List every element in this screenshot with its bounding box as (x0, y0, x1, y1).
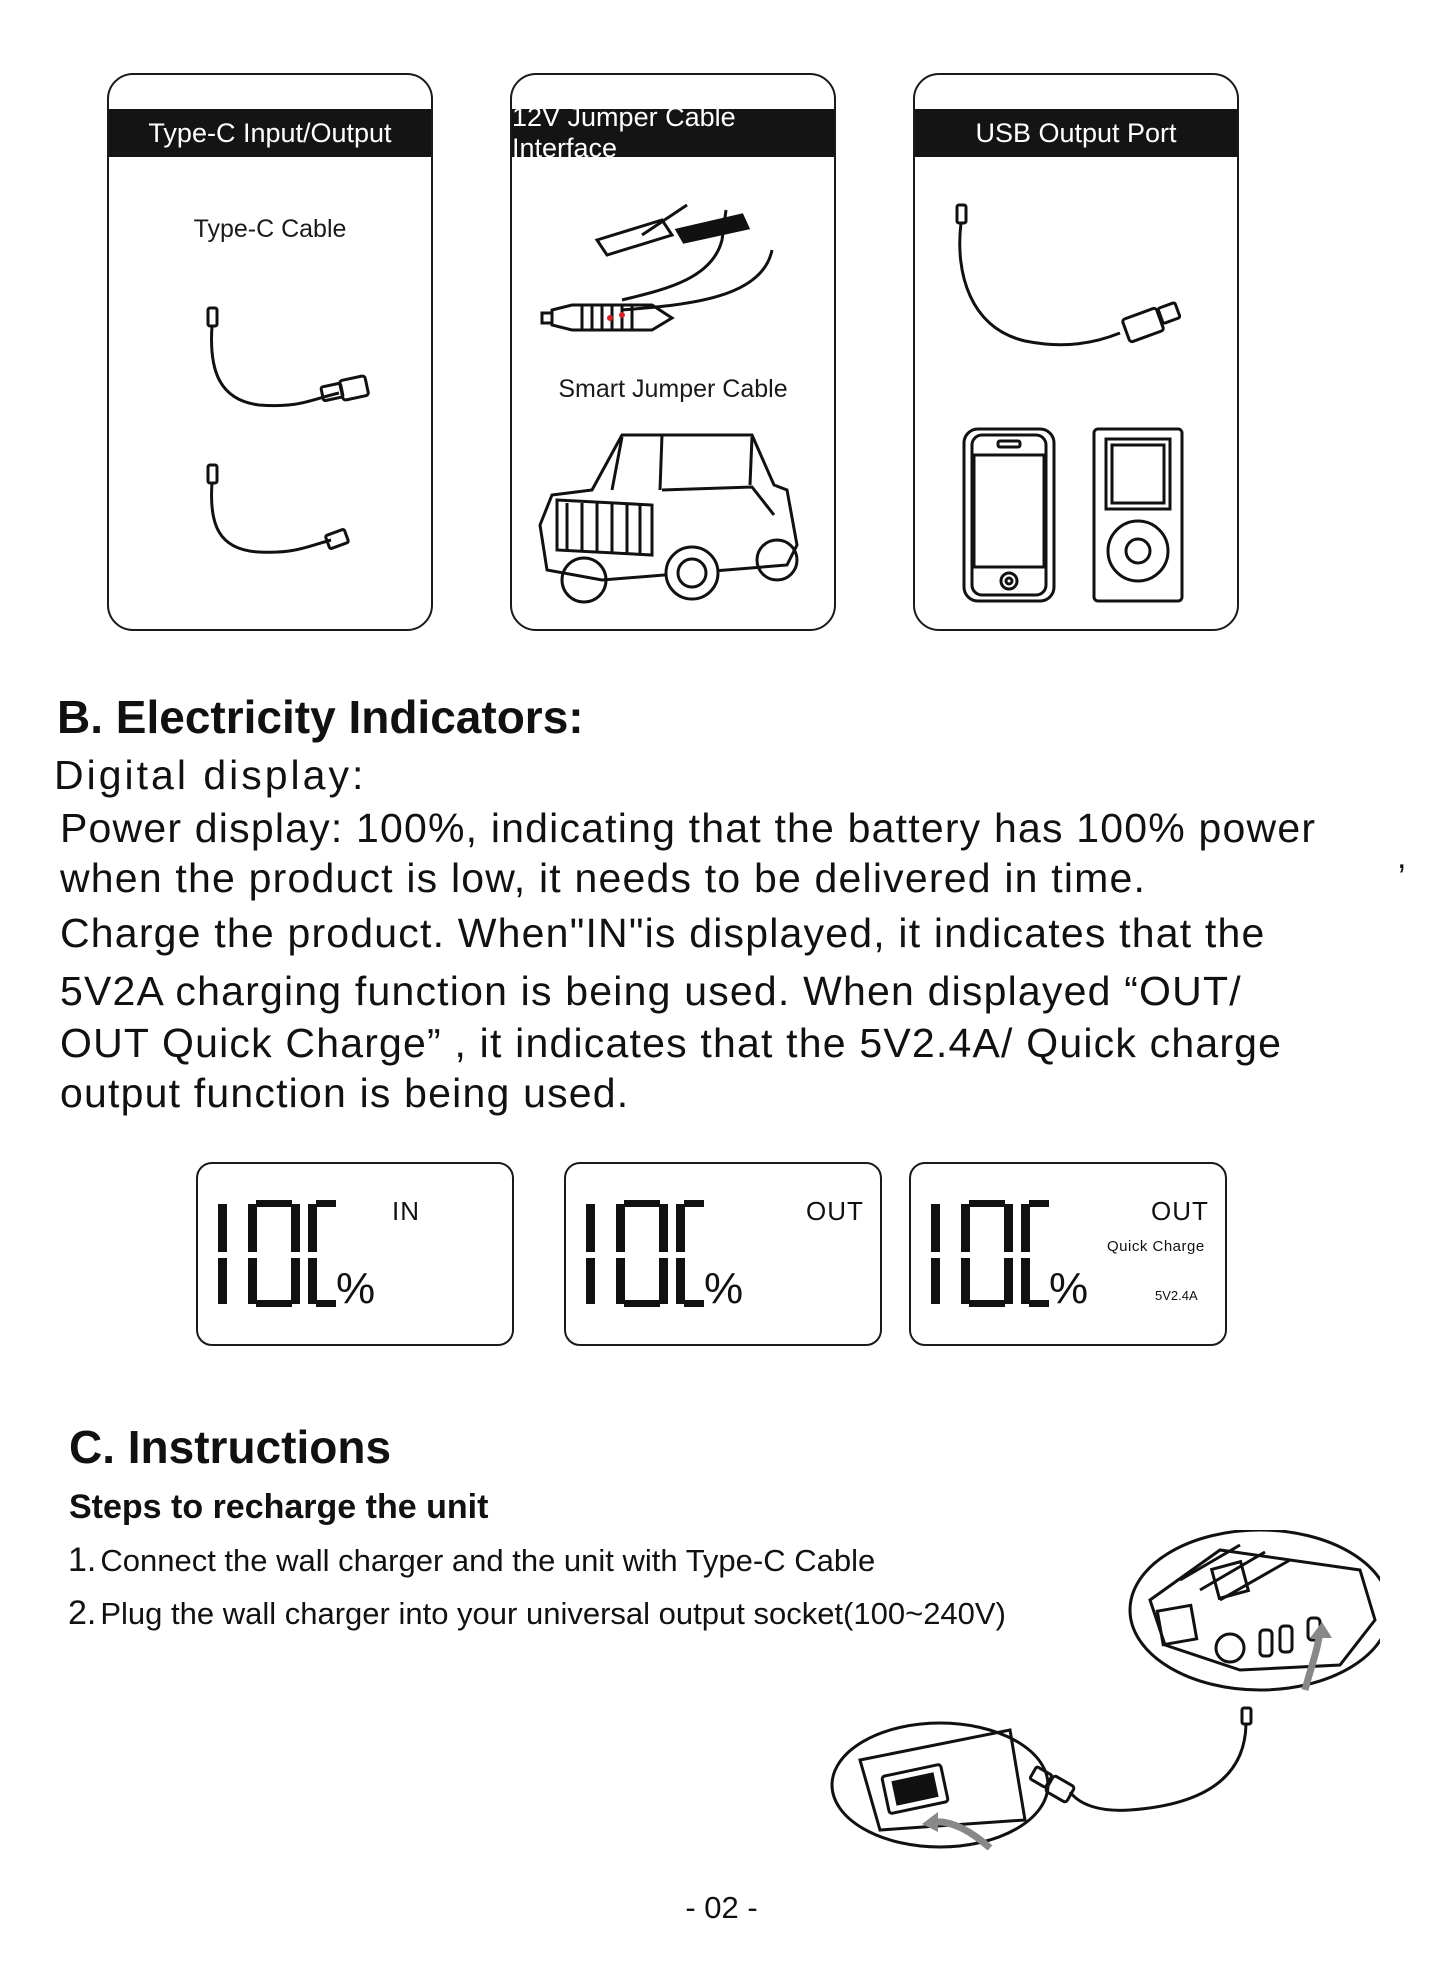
page-number: - 02 - (685, 1890, 758, 1925)
type-c-cable-illustration (109, 290, 433, 610)
body-line: Charge the product. When"IN"is displayed, it indicates that the (60, 910, 1266, 956)
card-usb (913, 73, 1239, 631)
body-line: Digital display: (54, 752, 367, 798)
steps-subheading: Steps to recharge the unit (69, 1488, 489, 1526)
percent-sign: % (1049, 1264, 1089, 1313)
step-item (68, 1541, 875, 1580)
card-title: USB Output Port (915, 109, 1237, 157)
voltage-label: 5V2.4A (1155, 1288, 1198, 1303)
body-line: OUT Quick Charge” , it indicates that the 5V2.4A/ Quick charge (60, 1020, 1283, 1066)
seven-segment-readout (925, 1200, 1055, 1310)
card-type-c (107, 73, 433, 631)
mode-label: OUT (1151, 1196, 1209, 1226)
body-line: when the product is low, it needs to be delivered in time. (60, 855, 1147, 901)
usb-cable-illustration (915, 193, 1239, 363)
stray-mark: , (1397, 838, 1408, 876)
music-player-icon (1090, 425, 1190, 605)
card-caption: Smart Jumper Cable (558, 375, 788, 403)
seven-segment-readout (580, 1200, 710, 1310)
section-b-heading: B. Electricity Indicators: (57, 691, 584, 743)
percent-sign: % (704, 1264, 744, 1313)
body-line: 5V2A charging function is being used. When displayed “OUT/ (60, 968, 1242, 1014)
quick-charge-label: Quick Charge (1107, 1238, 1205, 1255)
section-c-heading: C. Instructions (69, 1421, 392, 1473)
lcd-display-out-quick (909, 1162, 1227, 1346)
step-number: 2. (68, 1594, 97, 1632)
suv-illustration (512, 415, 836, 615)
card-title: 12V Jumper Cable Interface (512, 109, 834, 157)
phone-icon (960, 425, 1060, 605)
jumper-cable-illustration (512, 180, 836, 365)
lcd-display-in (196, 1162, 514, 1346)
card-caption: Type-C Cable (193, 215, 347, 243)
step-number: 1. (68, 1541, 97, 1579)
lcd-display-out (564, 1162, 882, 1346)
seven-segment-readout (212, 1200, 342, 1310)
percent-sign: % (336, 1264, 376, 1313)
charging-diagram-illustration (820, 1530, 1380, 1850)
step-text: Plug the wall charger into your universal output socket(100~240V) (100, 1596, 1006, 1631)
step-text: Connect the wall charger and the unit with Type-C Cable (100, 1543, 876, 1578)
mode-label: OUT (806, 1196, 864, 1226)
card-jumper (510, 73, 836, 631)
body-line: output function is being used. (60, 1070, 630, 1116)
card-title: Type-C Input/Output (109, 109, 431, 157)
body-line: Power display: 100%, indicating that the battery has 100% power (60, 805, 1317, 851)
mode-label: IN (392, 1196, 420, 1226)
